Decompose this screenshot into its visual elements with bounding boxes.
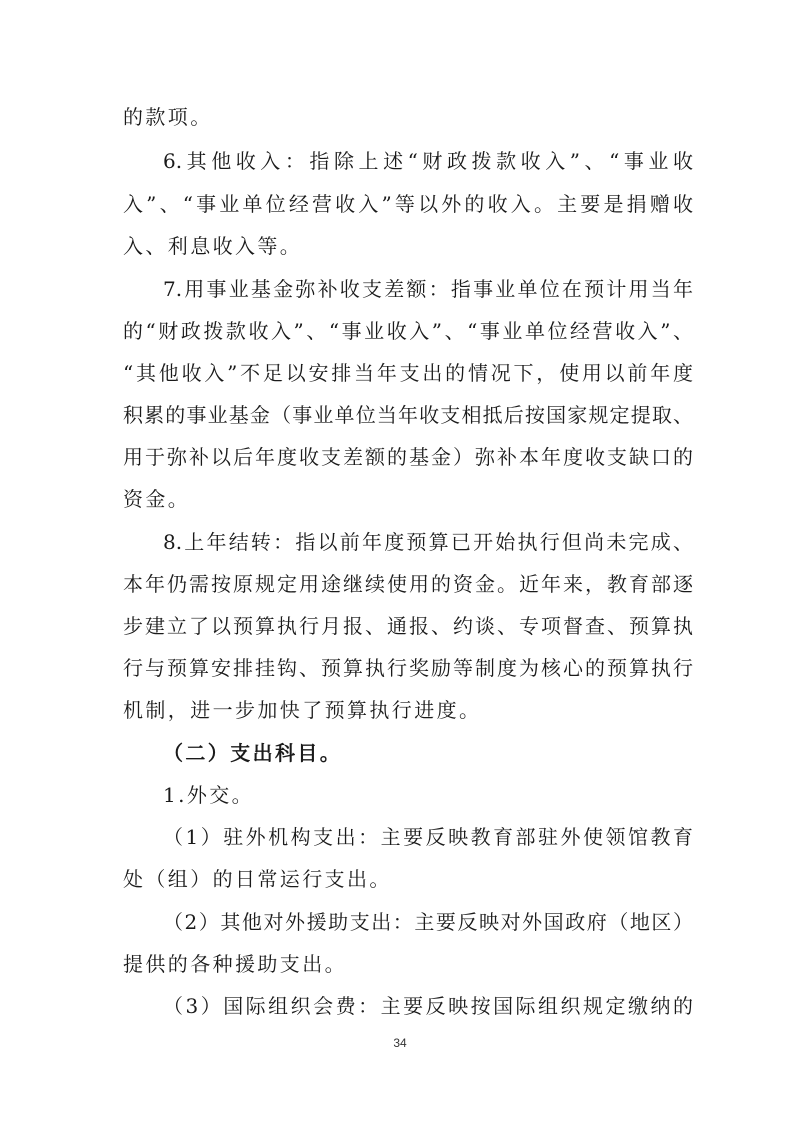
text-line: （1）驻外机构支出：主要反映教育部驻外使领馆教育 (163, 825, 693, 849)
text-line: 步建立了以预算执行月报、通报、约谈、专项督查、预算执 (123, 614, 693, 638)
text-line: 6.其他收入：指除上述“财政拨款收入”、“事业收 (163, 149, 693, 173)
text-line: 机制，进一步加快了预算执行进度。 (123, 698, 482, 722)
page-number: 34 (393, 1036, 407, 1050)
text-line: 入、利息收入等。 (123, 234, 303, 258)
section-heading: （二）支出科目。 (163, 741, 343, 765)
text-line: 处（组）的日常运行支出。 (123, 867, 392, 891)
text-line: 入”、“事业单位经营收入”等以外的收入。主要是捐赠收 (123, 192, 693, 216)
text-line: （2）其他对外援助支出：主要反映对外国政府（地区） (163, 910, 693, 934)
text-line: 提供的各种援助支出。 (123, 952, 347, 976)
text-line: 积累的事业基金（事业单位当年收支相抵后按国家规定提取、 (123, 403, 693, 427)
text-line: “其他收入”不足以安排当年支出的情况下，使用以前年度 (123, 361, 693, 385)
text-line: 的款项。 (123, 105, 213, 129)
text-line: 资金。 (123, 487, 191, 511)
text-line: （3）国际组织会费：主要反映按国际组织规定缴纳的 (163, 994, 693, 1018)
text-line: 用于弥补以后年度收支差额的基金）弥补本年度收支缺口的 (123, 445, 693, 469)
text-line: 7.用事业基金弥补收支差额：指事业单位在预计用当年 (163, 277, 693, 301)
text-line: 8.上年结转：指以前年度预算已开始执行但尚未完成、 (163, 530, 693, 554)
text-line: 行与预算安排挂钩、预算执行奖励等制度为核心的预算执行 (123, 656, 693, 680)
text-line: 的“财政拨款收入”、“事业收入”、“事业单位经营收入”、 (123, 319, 693, 343)
text-line: 本年仍需按原规定用途继续使用的资金。近年来，教育部逐 (123, 572, 693, 596)
subsection-heading: 1.外交。 (163, 783, 255, 807)
